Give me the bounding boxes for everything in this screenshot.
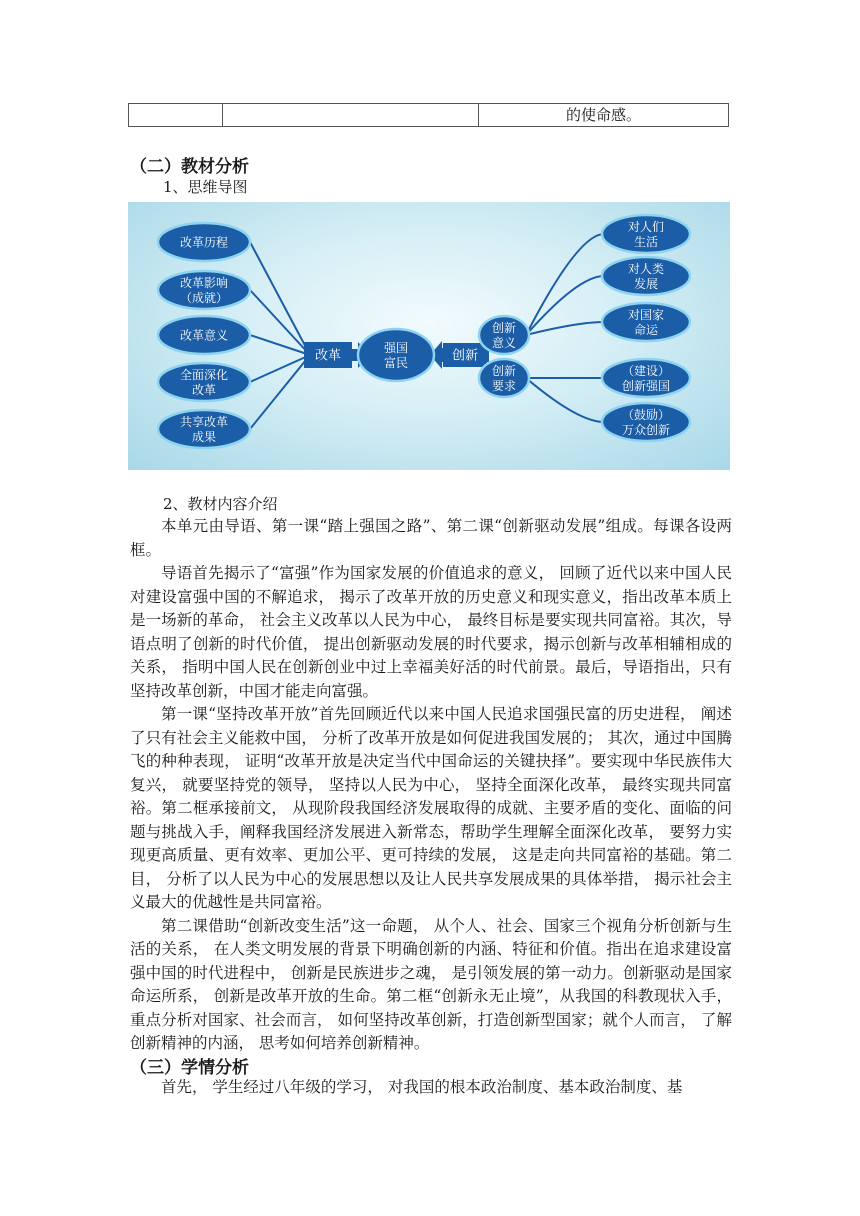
mind-map-node-label: （鼓励） — [621, 407, 671, 422]
mind-map-node-label: 改革历程 — [179, 235, 229, 250]
learner-analysis-text — [130, 1076, 732, 1100]
connector-line — [526, 378, 604, 422]
section-heading-textbook-analysis: （二）教材分析 — [130, 157, 249, 177]
mind-map-node-label: 改革 — [191, 382, 217, 397]
mind-map-node-label: 意义 — [491, 335, 517, 350]
mind-map-node-label: 改革意义 — [179, 328, 229, 343]
mind-map-node-label: 创新强国 — [621, 378, 671, 393]
subheading-mind-map: 1、思维导图 — [163, 178, 248, 196]
mind-map-node-label: 改革影响 — [179, 275, 229, 290]
paragraph: 首先， 学生经过八年级的学习， 对我国的根本政治制度、基本政治制度、基 — [161, 1078, 683, 1096]
mind-map-center-node-label: 强国 — [383, 340, 409, 355]
connector-line — [526, 234, 604, 335]
table-cell — [129, 104, 223, 126]
mind-map-node-label: 对人们 — [627, 219, 665, 234]
paragraph: 本单元由导语、第一课“踏上强国之路”、第二课“创新驱动发展”组成。每课各设两框。 — [130, 517, 732, 559]
content-intro-text — [130, 515, 732, 1056]
mind-map-node-label: 成果 — [191, 429, 217, 444]
connector-line — [250, 355, 310, 382]
mind-map-node-label: 对国家 — [627, 307, 665, 322]
mind-map-figure — [128, 202, 730, 470]
subheading-content-intro: 2、教材内容介绍 — [163, 495, 278, 513]
paragraph: 第一课“坚持改革开放”首先回顾近代以来中国人民追求国强民富的历史进程， 阐述了只有社会主义能救中国， 分析了改革开放是如何促进我国发展的； 其次，通过中国腾飞的种种表现， 证明“改革开放是决定当代中国命运的关键抉择”。要实现中华民族伟大复兴， 就要坚持党的领导， 坚持以人民为中心， 坚持全面深化改革， 最终实现共同富裕。第二框承接前文， 从现阶段我国经济发展取得的成就、主要矛盾的变化、面临的问题与挑战入手，阐释我国经济发展进入新常态，帮助学生理解全面深化改革， 要努力实现更高质量、更有效率、更加公平、更可持续的发展， 这是走向共同富裕的基础。第二目， 分析了以人民为中心的发展思想以及让人民共享发展成果的具体举措， 揭示社会主义最大的优越性是共同富裕。 — [130, 705, 732, 911]
mind-map-center-node-label: 富民 — [383, 355, 409, 370]
mind-map-node-label: 创新 — [491, 363, 517, 378]
connector-line — [250, 355, 310, 429]
table-fragment — [128, 103, 729, 127]
mind-map-hub-label: 创新 — [451, 348, 479, 364]
paragraph: 导语首先揭示了“富强”作为国家发展的价值追求的意义， 回顾了近代以来中国人民对建设富强中国的不解追求， 揭示了改革开放的历史意义和现实意义，指出改革本质上是一场新的革命， 社会主义改革以人民为中心， 最终目标是要实现共同富裕。其次，导语点明了创新的时代价值， 提出创新驱动发展的时代要求，揭示创新与改革相辅相成的关系， 指明中国人民在创新创业中过上幸福美好活的时代前景。最后，导语指出，只有坚持改革创新，中国才能走向富强。 — [130, 564, 732, 700]
mind-map-node-label: 生活 — [633, 234, 659, 249]
mind-map-node-label: （成就） — [179, 290, 229, 305]
mind-map-node-label: 创新 — [491, 320, 517, 335]
mind-map-node-label: （建设） — [621, 363, 671, 378]
mind-map-hub-label: 改革 — [314, 348, 342, 364]
mind-map-node-label: 全面深化 — [179, 367, 229, 382]
table-cell: 的使命感。 — [565, 106, 641, 124]
connector-line — [526, 322, 604, 335]
mind-map-node-label: 万众创新 — [621, 422, 671, 437]
table-cell — [223, 104, 479, 126]
mind-map-node-label: 共享改革 — [179, 414, 229, 429]
mind-map-node-label: 发展 — [633, 276, 659, 291]
mind-map-node-label: 命运 — [633, 322, 659, 337]
paragraph: 第二课借助“创新改变生活”这一命题， 从个人、社会、国家三个视角分析创新与生活的关系， 在人类文明发展的背景下明确创新的内涵、特征和价值。指出在追求建设富强中国的时代进程中， 创新是民族进步之魂， 是引领发展的第一动力。创新驱动是国家命运所系， 创新是改革开放的生命。第二框“创新永无止境”，从我国的科教现状入手， 重点分析对国家、社会而言， 如何坚持改革创新，打造创新型国家；就个人而言， 了解创新精神的内涵， 思考如何培养创新精神。 — [130, 916, 732, 1052]
mind-map-node-label: 对人类 — [627, 261, 665, 276]
section-heading-learner-analysis: （三）学情分析 — [130, 1058, 249, 1078]
mind-map-node-label: 要求 — [491, 378, 517, 393]
